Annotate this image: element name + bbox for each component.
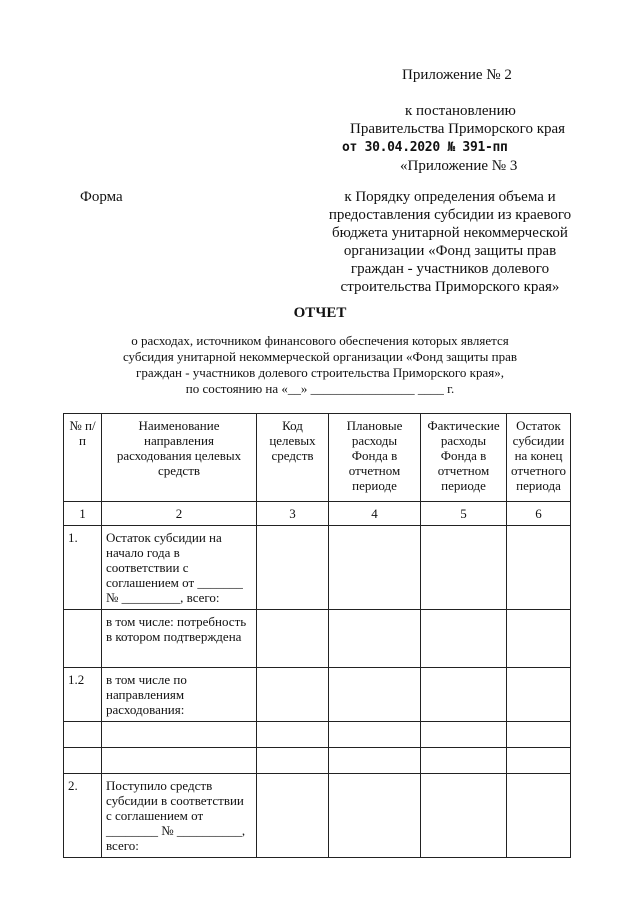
cell-planned[interactable]	[329, 668, 421, 722]
header-number: № п/п	[64, 414, 102, 502]
cell-balance[interactable]	[507, 610, 571, 668]
cell-balance[interactable]	[507, 722, 571, 748]
column-number-row	[64, 502, 571, 526]
row-name	[102, 722, 257, 748]
subtitle-line: по состоянию на «__» ________________ ____ г.	[185, 381, 455, 396]
row-number	[64, 722, 102, 748]
procedure-line: граждан - участников долевого	[350, 261, 550, 277]
column-number: 1	[64, 502, 102, 526]
column-number: 5	[421, 502, 507, 526]
row-number	[64, 748, 102, 774]
resolution-reference: к постановлению	[405, 103, 516, 119]
cell-code[interactable]	[257, 722, 329, 748]
row-number: 2.	[64, 774, 102, 858]
cell-code[interactable]	[257, 774, 329, 858]
subtitle-line: субсидия унитарной некоммерческой организации «Фонд защиты прав	[122, 349, 518, 364]
cell-planned[interactable]	[329, 748, 421, 774]
cell-actual[interactable]	[421, 722, 507, 748]
table-header-row	[64, 414, 571, 502]
column-number: 3	[257, 502, 329, 526]
row-name: в том числе: потребность в котором подтверждена	[102, 610, 257, 668]
header-actual: Фактические расходы Фонда в отчетном периоде	[421, 414, 507, 502]
appendix-number: Приложение № 2	[402, 67, 512, 83]
row-number: 1.2	[64, 668, 102, 722]
table-row	[64, 668, 571, 722]
subtitle-line: граждан - участников долевого строительства Приморского края»,	[136, 365, 504, 380]
report-subtitle	[80, 333, 560, 397]
cell-code[interactable]	[257, 748, 329, 774]
row-name: в том числе по направлениям расходования:	[102, 668, 257, 722]
cell-code[interactable]	[257, 526, 329, 610]
header-direction: Наименование направления расходования целевых средств	[102, 414, 257, 502]
procedure-line: предоставления субсидии из краевого	[328, 207, 572, 223]
cell-balance[interactable]	[507, 748, 571, 774]
cell-planned[interactable]	[329, 526, 421, 610]
table-row	[64, 722, 571, 748]
appendix-3: «Приложение № 3	[400, 158, 518, 174]
row-name: Поступило средств субсидии в соответствии с соглашением от ________ № __________, всего:	[102, 774, 257, 858]
table-row	[64, 610, 571, 668]
cell-actual[interactable]	[421, 668, 507, 722]
cell-planned[interactable]	[329, 610, 421, 668]
header-balance: Остаток субсидии на конец отчетного периода	[507, 414, 571, 502]
cell-actual[interactable]	[421, 610, 507, 668]
resolution-date-number: от 30.04.2020 № 391-пп	[342, 140, 508, 155]
table-row	[64, 774, 571, 858]
form-label: Форма	[80, 189, 123, 205]
table-row	[64, 748, 571, 774]
cell-planned[interactable]	[329, 774, 421, 858]
row-name: Остаток субсидии на начало года в соответствии с соглашением от _______ № _________, всего:	[102, 526, 257, 610]
table-row	[64, 526, 571, 610]
row-number	[64, 610, 102, 668]
procedure-line: к Порядку определения объема и	[344, 189, 556, 205]
cell-code[interactable]	[257, 668, 329, 722]
header-code: Код целевых средств	[257, 414, 329, 502]
cell-balance[interactable]	[507, 774, 571, 858]
cell-actual[interactable]	[421, 526, 507, 610]
procedure-line: бюджета унитарной некоммерческой	[332, 225, 568, 241]
row-number: 1.	[64, 526, 102, 610]
cell-planned[interactable]	[329, 722, 421, 748]
government-name: Правительства Приморского края	[350, 121, 566, 137]
procedure-line: организации «Фонд защиты прав	[343, 243, 557, 259]
procedure-line: строительства Приморского края»	[340, 279, 560, 295]
cell-actual[interactable]	[421, 774, 507, 858]
subtitle-line: о расходах, источником финансового обеспечения которых является	[131, 333, 509, 348]
row-name	[102, 748, 257, 774]
cell-balance[interactable]	[507, 668, 571, 722]
cell-actual[interactable]	[421, 748, 507, 774]
column-number: 6	[507, 502, 571, 526]
procedure-reference	[300, 188, 600, 296]
column-number: 4	[329, 502, 421, 526]
report-title: ОТЧЕТ	[293, 305, 347, 321]
column-number: 2	[102, 502, 257, 526]
cell-balance[interactable]	[507, 526, 571, 610]
report-table	[63, 413, 571, 858]
cell-code[interactable]	[257, 610, 329, 668]
header-planned: Плановые расходы Фонда в отчетном периоде	[329, 414, 421, 502]
